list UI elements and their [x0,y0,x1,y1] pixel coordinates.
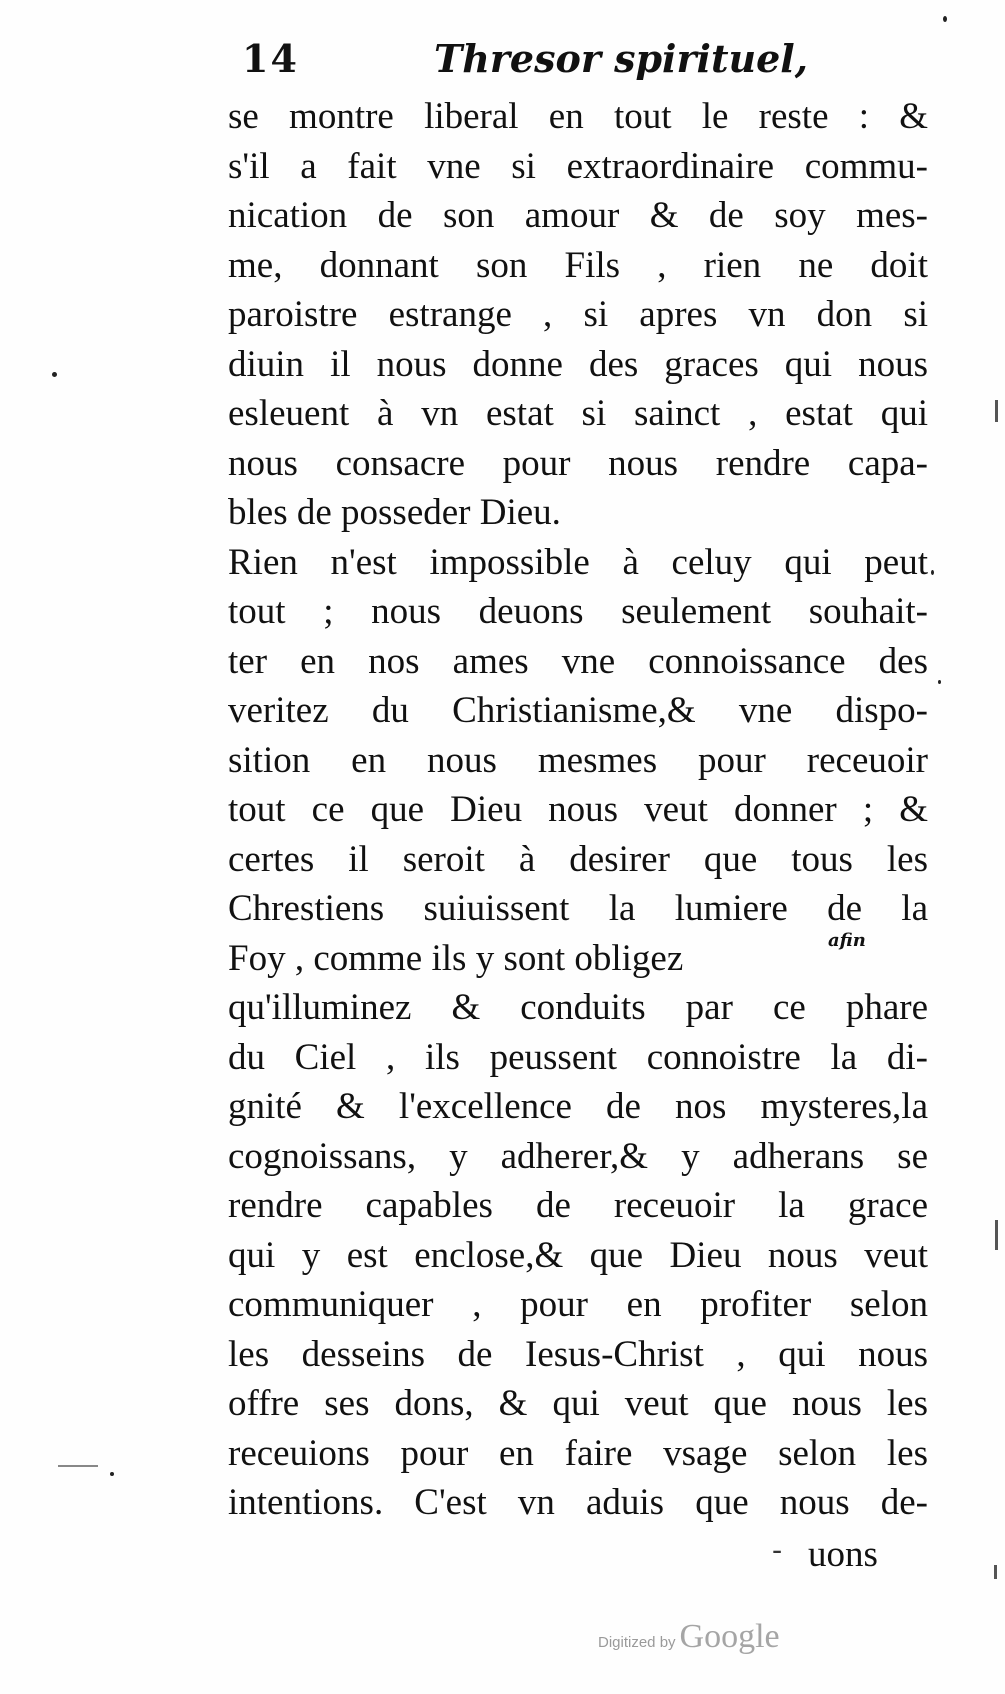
text-line: Foy , comme ils y sont obligez [228,937,684,979]
text-line: tout ; nous deuons seulement souhait- [228,591,928,632]
text-line: paroistre estrange , si apres vn don si [228,294,928,335]
text-line: les desseins de Iesus-Christ , qui nous [228,1333,928,1375]
scan-speck [943,16,947,22]
text-line: s'il a fait vne si extraordinaire commu- [228,145,928,187]
body-text [228,92,928,1528]
text-line: certes il seroit à desirer que tous les [228,838,928,880]
text-line: rendre capables de receuoir la grace [228,1185,928,1226]
text-line: esleuent à vn estat si sainct , estat qui [228,393,928,434]
text-line: qu'illuminez & conduits par ce phare [228,987,928,1028]
text-line: cognoissans, y adherer,& y adherans se [228,1135,928,1177]
catchword-mark: - [772,1533,783,1568]
text-line: sition en nous mesmes pour receuoir [228,739,928,781]
handwritten-margin-note: afin [828,930,866,951]
page-header [242,36,808,96]
scan-speck [938,680,941,684]
digitized-by-google-watermark [598,1618,780,1658]
watermark-prefix: Digitized by [598,1634,676,1651]
text-line: nous consacre pour nous rendre capa- [228,442,928,484]
google-logo: Google [679,1618,780,1655]
catchword: uons [808,1534,878,1575]
scan-speck [931,570,934,575]
text-line: intentions. C'est vn aduis que nous de- [228,1482,928,1523]
text-line: Chrestiens suiuissent la lumiere de la [228,888,928,929]
text-line: receuions pour en faire vsage selon les [228,1432,928,1474]
page-number: 14 [242,36,299,81]
scan-mark [995,1220,998,1250]
text-line: diuin il nous donne des graces qui nous [228,343,928,385]
text-line: communiquer , pour en profiter selon [228,1284,928,1325]
text-line: se montre liberal en tout le reste : & [228,96,928,137]
text-line-paragraph-end: bles de posseder Dieu. [228,492,561,533]
text-line: tout ce que Dieu nous veut donner ; & [228,789,928,830]
text-line: qui y est enclose,& que Dieu nous veut [228,1234,928,1276]
scan-mark [58,1465,98,1467]
text-line: nication de son amour & de soy mes- [228,195,928,236]
scan-mark [994,1565,997,1579]
text-line-paragraph-start: Rien n'est impossible à celuy qui peut [228,541,928,583]
text-line: me, donnant son Fils , rien ne doit [228,244,928,286]
scan-speck [52,372,57,377]
scan-speck [110,1472,114,1476]
text-line: veritez du Christianisme,& vne dispo- [228,690,928,731]
scan-mark [995,400,998,422]
text-line: ter en nos ames vne connoissance des [228,640,928,682]
text-line: du Ciel , ils peussent connoistre la di- [228,1036,928,1078]
text-line: offre ses dons, & qui veut que nous les [228,1383,928,1424]
text-line: gnité & l'excellence de nos mysteres,la [228,1086,928,1127]
running-title: Thresor spirituel, [434,36,808,81]
